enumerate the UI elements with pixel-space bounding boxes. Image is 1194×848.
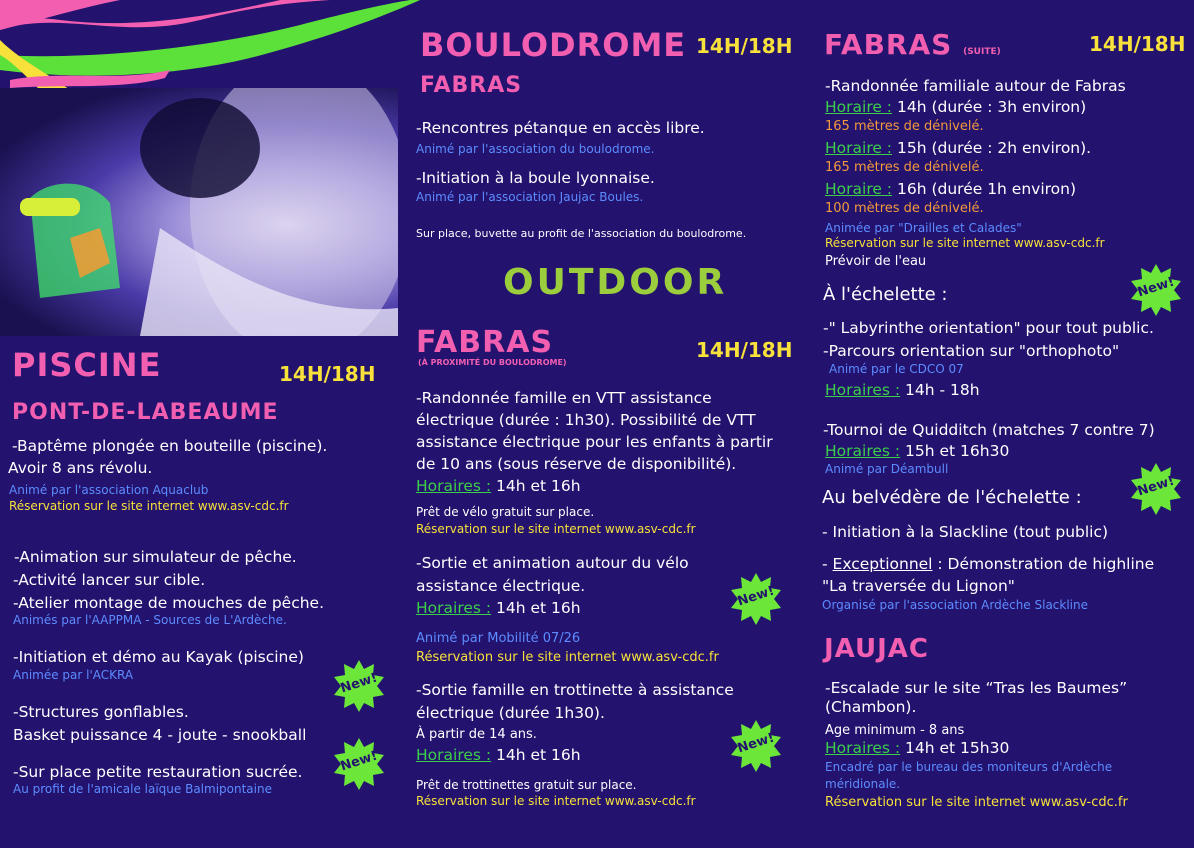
velo-line2: assistance électrique.: [416, 577, 586, 595]
vtt-resa: Réservation sur le site internet www.asv-cdc.fr: [416, 522, 696, 536]
new-badge: [1130, 264, 1182, 316]
highline-rest: : Démonstration de highline: [932, 555, 1155, 573]
escalade-anime1: Encadré par le bureau des moniteurs d'Ardèche: [825, 760, 1113, 774]
fabras-suite-title: [824, 28, 1001, 61]
trot-line1: -Sortie famille en trottinette à assistance: [416, 681, 734, 699]
rando-denivele1: 165 mètres de dénivelé.: [825, 119, 984, 134]
rando-hour3: [825, 179, 1076, 199]
restauration-anime: Au profit de l'amicale laïque Balmipontaine: [13, 782, 272, 796]
quidditch-hours-value: 15h et 16h30: [900, 442, 1010, 460]
fabras-time: 14H/18H: [696, 338, 793, 362]
traversee-line: "La traversée du Lignon": [822, 577, 1015, 595]
escalade-line1: -Escalade sur le site “Tras les Baumes”: [825, 679, 1128, 697]
boulodrome-location: FABRAS: [420, 73, 523, 98]
labyrinthe-hours: [825, 380, 980, 400]
labyrinthe-line: -" Labyrinthe orientation" pour tout public.: [823, 319, 1154, 337]
labyrinthe-hours-value: 14h - 18h: [900, 381, 980, 399]
parcours-line: -Parcours orientation sur "orthophoto": [823, 342, 1120, 360]
trot-hours: [416, 745, 581, 765]
trot-pret: Prêt de trottinettes gratuit sur place.: [416, 778, 637, 792]
fabras-title: FABRAS: [416, 325, 554, 360]
kayak-line1: -Initiation et démo au Kayak (piscine): [13, 648, 304, 666]
velo-hours-value: 14h et 16h: [491, 599, 581, 617]
rando-resa: Réservation sur le site internet www.asv-cdc.fr: [825, 236, 1105, 250]
new-badge-label: New!: [338, 748, 380, 775]
vtt-line4: de 10 ans (sous réserve de disponibilité).: [416, 455, 737, 473]
buvette-text: Sur place, buvette au profit de l'association du boulodrome.: [416, 227, 747, 240]
boulodrome-time: 14H/18H: [696, 34, 793, 58]
new-badge-label: New!: [338, 670, 380, 697]
rando-hour1: [825, 97, 1086, 117]
horaires-label: Horaires :: [416, 599, 492, 617]
age-line: Age minimum - 8 ans: [825, 723, 965, 738]
new-badge: [730, 573, 782, 625]
piscine-time: 14H/18H: [279, 362, 376, 386]
velo-resa: Réservation sur le site internet www.asv-cdc.fr: [416, 650, 719, 665]
highline-line: [822, 554, 1154, 574]
trot-resa: Réservation sur le site internet www.asv-cdc.fr: [416, 794, 696, 808]
horaires-label: Horaires :: [825, 381, 901, 399]
trot-hours-value: 14h et 16h: [491, 746, 581, 764]
fabras-suite-title-text: FABRAS: [824, 28, 953, 61]
horaires-label: Horaires :: [416, 746, 492, 764]
vtt-line2: électrique (durée : 1h30). Possibilité de VTT: [416, 411, 756, 429]
new-badge-label: New!: [735, 730, 777, 757]
peche-line1: -Animation sur simulateur de pêche.: [14, 548, 297, 566]
restauration-line1: -Sur place petite restauration sucrée.: [13, 763, 303, 781]
petanque-line1: -Rencontres pétanque en accès libre.: [416, 119, 705, 137]
cdco-anime: Animé par le CDCO 07: [829, 362, 964, 376]
rando-hour1-value: 14h (durée : 3h environ): [892, 98, 1087, 116]
rando-denivele3: 100 mètres de dénivelé.: [825, 201, 984, 216]
lyonnaise-line1: -Initiation à la boule lyonnaise.: [416, 169, 655, 187]
horaires-label: Horaires :: [825, 739, 901, 757]
trot-line3: À partir de 14 ans.: [416, 727, 537, 742]
horaires-label: Horaires :: [416, 477, 492, 495]
plongee-anime: Animé par l'association Aquaclub: [9, 483, 209, 497]
rando-hour2: [825, 138, 1091, 158]
gonflables-line1: -Structures gonflables.: [13, 703, 189, 721]
quidditch-hours: [825, 441, 1009, 461]
outdoor-heading: OUTDOOR: [503, 262, 728, 303]
piscine-location: PONT-DE-LABEAUME: [12, 400, 279, 425]
fabras-subtitle: (À PROXIMITÉ DU BOULODROME): [418, 358, 567, 367]
velo-hours: [416, 598, 581, 618]
peche-line3: -Atelier montage de mouches de pêche.: [13, 594, 325, 612]
escalade-hours: [825, 738, 1009, 758]
new-badge: [333, 660, 385, 712]
rando-line1: -Randonnée familiale autour de Fabras: [825, 77, 1126, 95]
plongee-line2: Avoir 8 ans révolu.: [8, 459, 153, 477]
plongee-resa: Réservation sur le site internet www.asv-cdc.fr: [9, 499, 289, 513]
brush-stroke-decoration: [0, 0, 420, 95]
peche-line2: -Activité lancer sur cible.: [13, 571, 206, 589]
vtt-hours: [416, 476, 581, 496]
vtt-pret: Prêt de vélo gratuit sur place.: [416, 505, 595, 519]
rando-hour2-value: 15h (durée : 2h environ).: [892, 139, 1092, 157]
lyonnaise-anime: Animé par l'association Jaujac Boules.: [416, 190, 644, 204]
highline-prefix: -: [822, 555, 833, 573]
escalade-anime2: méridionale.: [825, 777, 901, 791]
escalade-hours-value: 14h et 15h30: [900, 739, 1010, 757]
horaire-label: Horaire :: [825, 180, 893, 198]
quidditch-anime: Animé par Déambull: [825, 462, 949, 476]
horaires-label: Horaires :: [825, 442, 901, 460]
new-badge: [730, 720, 782, 772]
vtt-line3: assistance électrique pour les enfants à partir: [416, 433, 773, 451]
new-badge: [333, 738, 385, 790]
eau-text: Prévoir de l'eau: [825, 254, 927, 269]
kayak-anime: Animée par l'ACKRA: [13, 668, 134, 682]
new-badge-label: New!: [1135, 274, 1177, 301]
fabras-suite-label: (SUITE): [963, 47, 1001, 57]
boulodrome-title: BOULODROME: [420, 26, 687, 64]
party-photo: [0, 88, 398, 336]
fabras-suite-time: 14H/18H: [1089, 32, 1186, 56]
jaujac-title: JAUJAC: [824, 634, 929, 664]
belvedere-heading: Au belvédère de l'échelette :: [822, 487, 1082, 508]
rando-anime: Animée par "Drailles et Calades": [825, 221, 1022, 235]
velo-anime: Animé par Mobilité 07/26: [416, 631, 581, 646]
petanque-anime: Animé par l'association du boulodrome.: [416, 142, 655, 156]
exceptionnel-label: Exceptionnel: [832, 555, 933, 573]
horaire-label: Horaire :: [825, 98, 893, 116]
escalade-resa: Réservation sur le site internet www.asv-cdc.fr: [825, 795, 1128, 810]
new-badge-label: New!: [1135, 473, 1177, 500]
piscine-title: PISCINE: [12, 346, 162, 384]
gonflables-line2: Basket puissance 4 - joute - snookball: [13, 726, 307, 744]
echelette-heading: À l'échelette :: [823, 284, 948, 305]
plongee-line1: -Baptême plongée en bouteille (piscine).: [12, 437, 328, 455]
trot-line2: électrique (durée 1h30).: [416, 704, 605, 722]
quidditch-line: -Tournoi de Quidditch (matches 7 contre 7): [823, 421, 1155, 439]
new-badge: [1130, 463, 1182, 515]
new-badge-label: New!: [735, 583, 777, 610]
rando-hour3-value: 16h (durée 1h environ): [892, 180, 1077, 198]
rando-denivele2: 165 mètres de dénivelé.: [825, 160, 984, 175]
slackline-line: - Initiation à la Slackline (tout public): [822, 523, 1109, 541]
horaire-label: Horaire :: [825, 139, 893, 157]
vtt-line1: -Randonnée famille en VTT assistance: [416, 389, 712, 407]
escalade-line2: (Chambon).: [825, 698, 917, 716]
slackline-anime: Organisé par l'association Ardèche Slackline: [822, 598, 1089, 612]
vtt-hours-value: 14h et 16h: [491, 477, 581, 495]
velo-line1: -Sortie et animation autour du vélo: [416, 554, 689, 572]
peche-anime: Animés par l'AAPPMA - Sources de L'Ardèche.: [13, 613, 287, 627]
